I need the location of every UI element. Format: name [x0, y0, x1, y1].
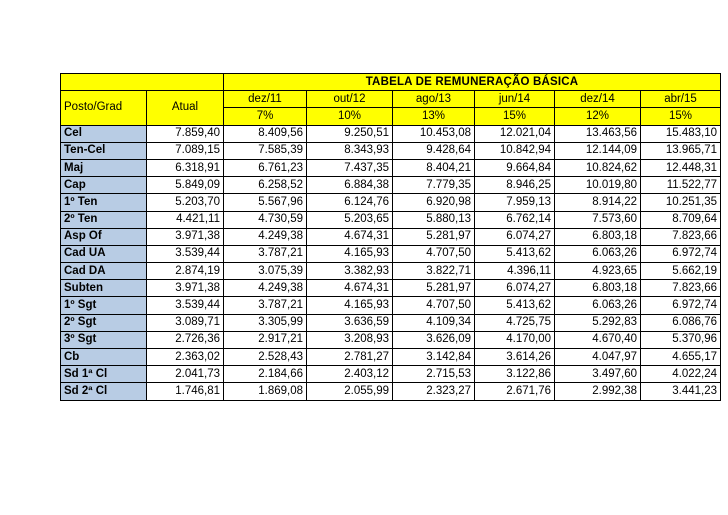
table-row — [61, 383, 721, 400]
salary-cell: 11.522,77 — [641, 177, 721, 194]
salary-cell: 4.165,93 — [307, 245, 393, 262]
header-row-dates — [61, 91, 721, 108]
salary-cell: 7.585,39 — [224, 142, 307, 159]
salary-cell: 10.251,35 — [641, 194, 721, 211]
salary-cell: 3.787,21 — [224, 245, 307, 262]
table-row — [61, 125, 721, 142]
current-salary-cell: 3.539,44 — [147, 245, 224, 262]
rank-label: Cad UA — [61, 245, 147, 262]
salary-cell: 5.281,97 — [393, 228, 475, 245]
salary-cell: 3.142,84 — [393, 349, 475, 366]
salary-cell: 3.614,26 — [475, 349, 555, 366]
salary-cell: 2.671,76 — [475, 383, 555, 400]
salary-cell: 4.923,65 — [555, 263, 641, 280]
current-salary-cell: 7.089,15 — [147, 142, 224, 159]
salary-cell: 6.972,74 — [641, 297, 721, 314]
salary-cell: 4.707,50 — [393, 297, 475, 314]
salary-cell: 3.822,71 — [393, 263, 475, 280]
salary-cell: 4.249,38 — [224, 280, 307, 297]
rank-label: 2º Ten — [61, 211, 147, 228]
salary-cell: 7.823,66 — [641, 228, 721, 245]
salary-cell: 5.413,62 — [475, 245, 555, 262]
salary-cell: 2.781,27 — [307, 349, 393, 366]
salary-cell: 8.946,25 — [475, 177, 555, 194]
table-row — [61, 245, 721, 262]
current-salary-cell: 3.089,71 — [147, 314, 224, 331]
salary-cell: 6.124,76 — [307, 194, 393, 211]
title-blank-cell — [61, 74, 224, 91]
header-atual: Atual — [147, 91, 224, 125]
salary-cell: 3.075,39 — [224, 263, 307, 280]
rank-label: Subten — [61, 280, 147, 297]
salary-cell: 3.626,09 — [393, 331, 475, 348]
salary-cell: 3.787,21 — [224, 297, 307, 314]
salary-cell: 5.203,65 — [307, 211, 393, 228]
salary-cell: 6.803,18 — [555, 280, 641, 297]
salary-cell: 5.370,96 — [641, 331, 721, 348]
salary-cell: 8.404,21 — [393, 159, 475, 176]
header-percent: 12% — [555, 108, 641, 125]
rank-label: 1º Sgt — [61, 297, 147, 314]
salary-cell: 7.573,60 — [555, 211, 641, 228]
salary-cell: 4.170,00 — [475, 331, 555, 348]
table-row — [61, 349, 721, 366]
rank-label: Cad DA — [61, 263, 147, 280]
salary-cell: 2.992,38 — [555, 383, 641, 400]
salary-cell: 6.258,52 — [224, 177, 307, 194]
header-date: dez/11 — [224, 91, 307, 108]
salary-cell: 2.403,12 — [307, 366, 393, 383]
current-salary-cell: 2.041,73 — [147, 366, 224, 383]
current-salary-cell: 7.859,40 — [147, 125, 224, 142]
salary-cell: 8.914,22 — [555, 194, 641, 211]
rank-label: Cb — [61, 349, 147, 366]
remuneration-table — [60, 73, 721, 401]
table-row — [61, 194, 721, 211]
salary-cell: 6.884,38 — [307, 177, 393, 194]
table-row — [61, 142, 721, 159]
salary-cell: 2.055,99 — [307, 383, 393, 400]
salary-cell: 4.725,75 — [475, 314, 555, 331]
salary-cell: 15.483,10 — [641, 125, 721, 142]
salary-cell: 13.965,71 — [641, 142, 721, 159]
salary-cell: 7.437,35 — [307, 159, 393, 176]
salary-cell: 4.674,31 — [307, 228, 393, 245]
table-row — [61, 211, 721, 228]
table-row — [61, 297, 721, 314]
rank-label: Asp Of — [61, 228, 147, 245]
salary-cell: 6.972,74 — [641, 245, 721, 262]
salary-cell: 2.715,53 — [393, 366, 475, 383]
salary-cell: 6.920,98 — [393, 194, 475, 211]
salary-cell: 5.567,96 — [224, 194, 307, 211]
rank-label: Maj — [61, 159, 147, 176]
salary-cell: 12.448,31 — [641, 159, 721, 176]
salary-cell: 9.250,51 — [307, 125, 393, 142]
rank-label: Cel — [61, 125, 147, 142]
salary-cell: 6.086,76 — [641, 314, 721, 331]
salary-cell: 6.762,14 — [475, 211, 555, 228]
current-salary-cell: 3.971,38 — [147, 228, 224, 245]
table-row — [61, 159, 721, 176]
salary-cell: 3.305,99 — [224, 314, 307, 331]
salary-cell: 5.281,97 — [393, 280, 475, 297]
salary-cell: 4.396,11 — [475, 263, 555, 280]
rank-label: Ten-Cel — [61, 142, 147, 159]
salary-cell: 7.779,35 — [393, 177, 475, 194]
salary-cell: 10.824,62 — [555, 159, 641, 176]
header-percent: 7% — [224, 108, 307, 125]
header-date: jun/14 — [475, 91, 555, 108]
salary-cell: 4.707,50 — [393, 245, 475, 262]
header-percent: 13% — [393, 108, 475, 125]
current-salary-cell: 4.421,11 — [147, 211, 224, 228]
salary-cell: 4.655,17 — [641, 349, 721, 366]
salary-cell: 4.109,34 — [393, 314, 475, 331]
header-posto: Posto/Grad — [61, 91, 147, 125]
salary-cell: 4.047,97 — [555, 349, 641, 366]
salary-cell: 10.842,94 — [475, 142, 555, 159]
salary-cell: 4.249,38 — [224, 228, 307, 245]
rank-label: 1º Ten — [61, 194, 147, 211]
rank-label: 3º Sgt — [61, 331, 147, 348]
salary-cell: 4.730,59 — [224, 211, 307, 228]
salary-cell: 5.292,83 — [555, 314, 641, 331]
rank-label: Sd 1ª Cl — [61, 366, 147, 383]
salary-cell: 8.709,64 — [641, 211, 721, 228]
salary-cell: 9.428,64 — [393, 142, 475, 159]
current-salary-cell: 5.203,70 — [147, 194, 224, 211]
salary-cell: 6.074,27 — [475, 228, 555, 245]
table-row — [61, 263, 721, 280]
salary-cell: 5.880,13 — [393, 211, 475, 228]
salary-cell: 3.497,60 — [555, 366, 641, 383]
table-row — [61, 366, 721, 383]
table-row — [61, 177, 721, 194]
salary-cell: 4.022,24 — [641, 366, 721, 383]
salary-cell: 7.959,13 — [475, 194, 555, 211]
rank-label: 2º Sgt — [61, 314, 147, 331]
header-percent: 10% — [307, 108, 393, 125]
header-percent: 15% — [475, 108, 555, 125]
table-title: TABELA DE REMUNERAÇÃO BÁSICA — [224, 74, 721, 91]
salary-cell: 12.021,04 — [475, 125, 555, 142]
table-row — [61, 228, 721, 245]
salary-cell: 3.636,59 — [307, 314, 393, 331]
table-row — [61, 280, 721, 297]
salary-cell: 10.019,80 — [555, 177, 641, 194]
salary-cell: 9.664,84 — [475, 159, 555, 176]
current-salary-cell: 2.363,02 — [147, 349, 224, 366]
salary-cell: 4.165,93 — [307, 297, 393, 314]
current-salary-cell: 3.539,44 — [147, 297, 224, 314]
header-date: out/12 — [307, 91, 393, 108]
salary-cell: 1.869,08 — [224, 383, 307, 400]
current-salary-cell: 3.971,38 — [147, 280, 224, 297]
header-date: abr/15 — [641, 91, 721, 108]
salary-cell: 6.803,18 — [555, 228, 641, 245]
salary-cell: 2.184,66 — [224, 366, 307, 383]
salary-cell: 6.074,27 — [475, 280, 555, 297]
current-salary-cell: 5.849,09 — [147, 177, 224, 194]
salary-cell: 10.453,08 — [393, 125, 475, 142]
salary-cell: 4.670,40 — [555, 331, 641, 348]
current-salary-cell: 6.318,91 — [147, 159, 224, 176]
salary-cell: 12.144,09 — [555, 142, 641, 159]
rank-label: Cap — [61, 177, 147, 194]
salary-cell: 7.823,66 — [641, 280, 721, 297]
salary-cell: 3.441,23 — [641, 383, 721, 400]
salary-cell: 2.917,21 — [224, 331, 307, 348]
salary-cell: 13.463,56 — [555, 125, 641, 142]
salary-cell: 3.382,93 — [307, 263, 393, 280]
current-salary-cell: 1.746,81 — [147, 383, 224, 400]
table-row — [61, 331, 721, 348]
salary-cell: 2.323,27 — [393, 383, 475, 400]
header-percent: 15% — [641, 108, 721, 125]
header-date: dez/14 — [555, 91, 641, 108]
salary-cell: 8.343,93 — [307, 142, 393, 159]
table-row — [61, 314, 721, 331]
salary-cell: 6.761,23 — [224, 159, 307, 176]
salary-cell: 8.409,56 — [224, 125, 307, 142]
current-salary-cell: 2.726,36 — [147, 331, 224, 348]
title-row — [61, 74, 721, 91]
salary-cell: 5.413,62 — [475, 297, 555, 314]
rank-label: Sd 2ª Cl — [61, 383, 147, 400]
salary-cell: 4.674,31 — [307, 280, 393, 297]
salary-cell: 3.208,93 — [307, 331, 393, 348]
header-date: ago/13 — [393, 91, 475, 108]
salary-cell: 6.063,26 — [555, 245, 641, 262]
salary-cell: 5.662,19 — [641, 263, 721, 280]
salary-cell: 3.122,86 — [475, 366, 555, 383]
current-salary-cell: 2.874,19 — [147, 263, 224, 280]
salary-cell: 2.528,43 — [224, 349, 307, 366]
salary-cell: 6.063,26 — [555, 297, 641, 314]
